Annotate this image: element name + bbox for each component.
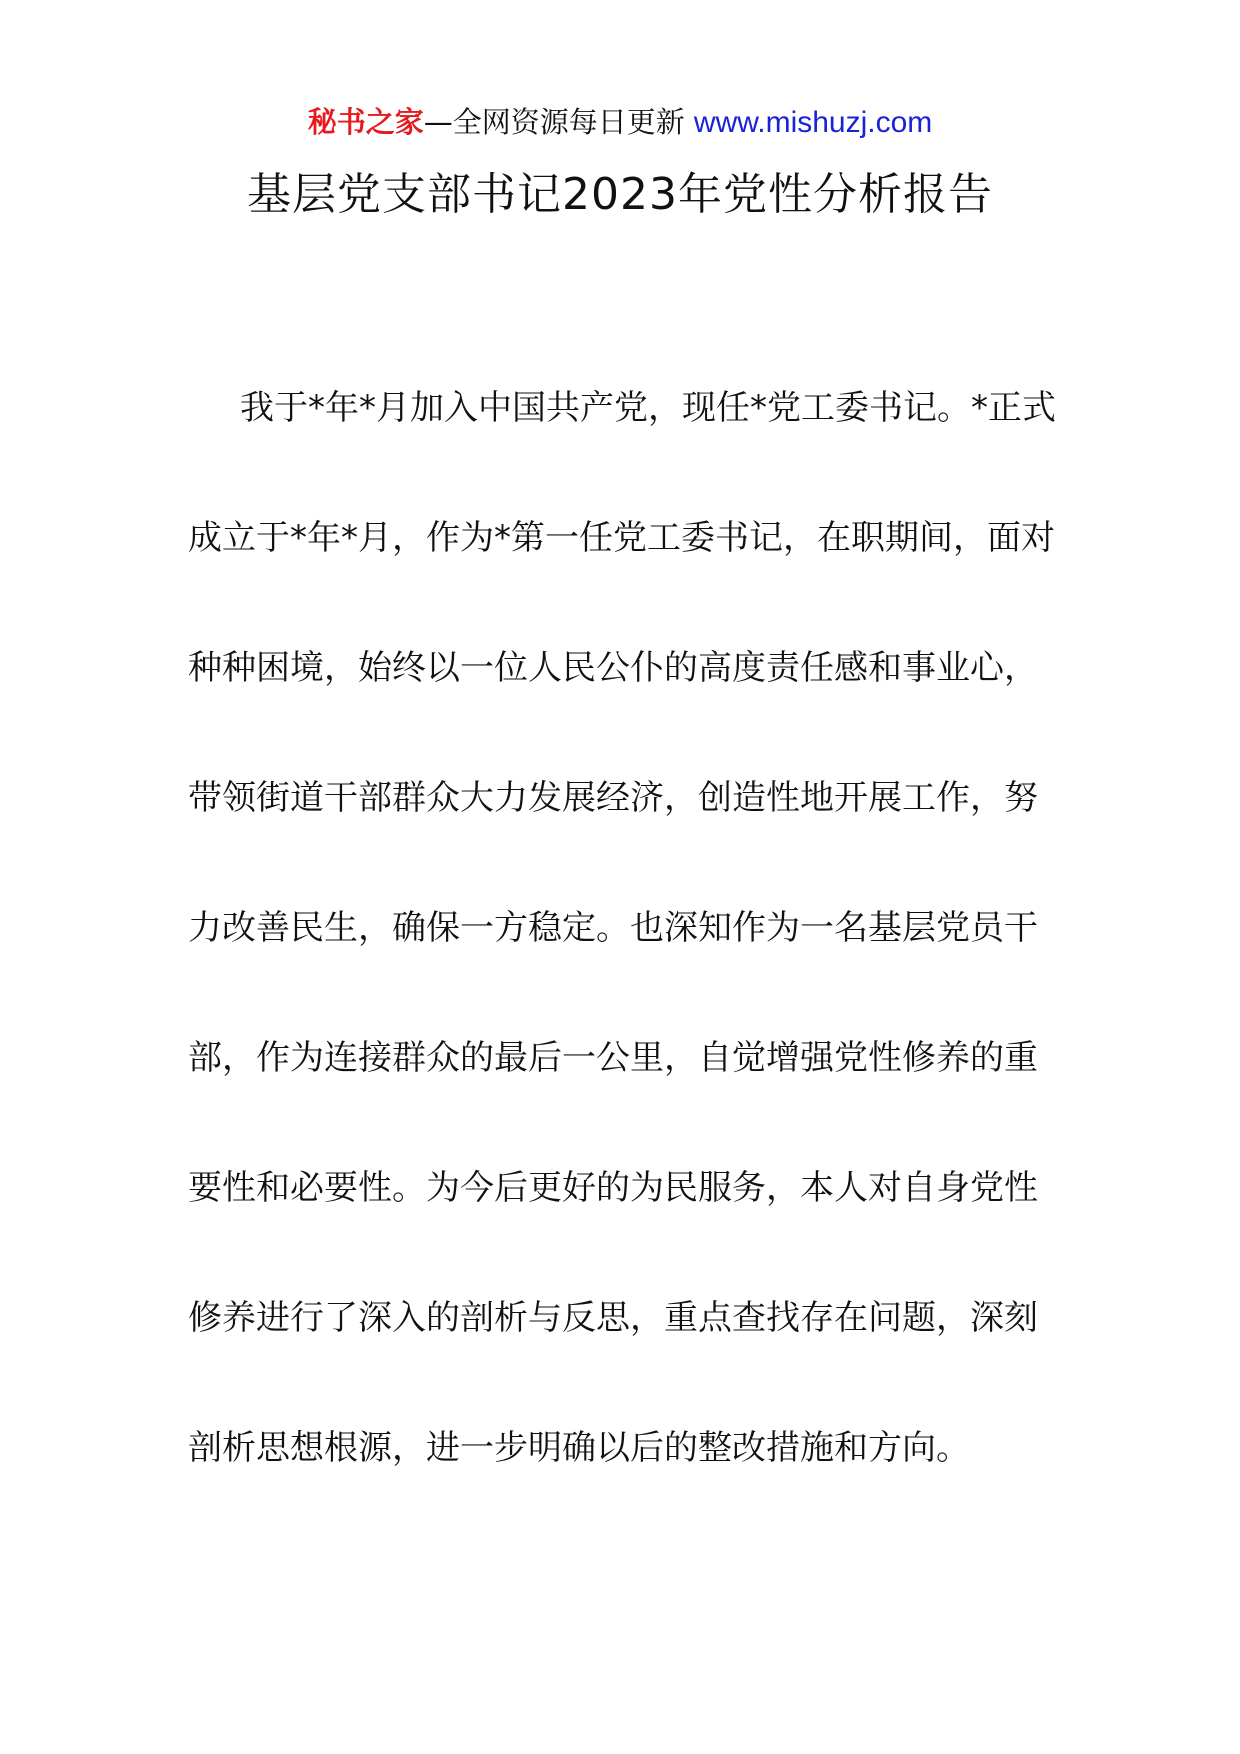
body-line: 种种困境，始终以一位人民公仆的高度责任感和事业心， [188,648,1038,688]
site-url-link[interactable]: www.mishuzj.com [693,106,933,139]
body-line: 剖析思想根源，进一步明确以后的整改措施和方向。 [188,1428,970,1468]
body-line: 我于*年*月加入中国共产党，现任*党工委书记。*正式 [240,388,1056,428]
body-line: 要性和必要性。为今后更好的为民服务，本人对自身党性 [188,1168,1038,1208]
body-line: 成立于*年*月，作为*第一任党工委书记，在职期间，面对 [188,518,1055,558]
document-body [188,388,1058,1558]
header-tagline: —全网资源每日更新 [423,105,694,139]
body-line: 修养进行了深入的剖析与反思，重点查找存在问题，深刻 [188,1298,1038,1338]
site-header [0,102,1240,143]
body-line: 部，作为连接群众的最后一公里，自觉增强党性修养的重 [188,1038,1038,1078]
brand-name: 秘书之家 [307,105,424,139]
body-line: 带领街道干部群众大力发展经济，创造性地开展工作，努 [188,778,1038,818]
body-line: 力改善民生，确保一方稳定。也深知作为一名基层党员干 [188,908,1038,948]
document-title: 基层党支部书记2023年党性分析报告 [247,169,993,220]
